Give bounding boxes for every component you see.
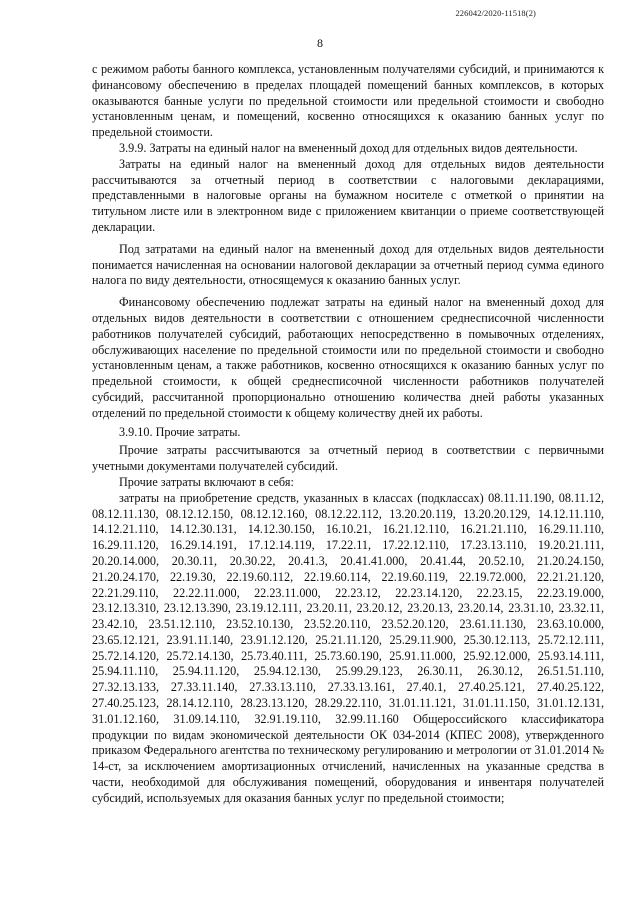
paragraph-tax-definition: Под затратами на единый налог на вмененный доход для отдельных видов деятельности понимается начисленная на основании налоговой декларации за отчетный период сумма единого налога по виду деятельности, относящемуся к оказанию банных услуг. [92,241,604,288]
paragraph-bath-premises: с режимом работы банного комплекса, установленным получателями субсидий, и принимаются к финансовому обеспечению в пределах площадей помещений банных комплексов, в которых оказываются банные услуги по предельной стоимости или предельной стоимости и свободно установленным ценам, и помещений, косвенно относящихся к оказанию банных услуг по предельной стоимости. [92,62,604,140]
page-number: 8 [317,36,323,50]
paragraph-other-costs: Прочие затраты рассчитываются за отчетный период в соответствии с первичными учетными документами получателей субсидий. [92,443,604,474]
section-heading-3-9-9: 3.9.9. Затраты на единый налог на вмененный доход для отдельных видов деятельности. [119,140,578,155]
document-code: 226042/2020-11518(2) [455,8,536,18]
paragraph-other-costs-include: Прочие затраты включают в себя: [119,474,294,489]
paragraph-tax-financing: Финансовому обеспечению подлежат затраты на единый налог на вмененный доход для отдельных видов деятельности в соответствии с отношением среднесписочной численности работников получателей субсидий, работающих непосредственно в помывочных отделениях, обслуживающих население по предельной стоимости или по предельной стоимости и свободно установленным ценам, а также работников, косвенно относящихся к оказанию банных услуг по предельной стоимости, к общей среднесписочной численности работников получателей субсидий, рассчитанной пропорционально отношению количества дней работы указанных отделений по предельной стоимости к общему количеству дней их работы. [92,295,604,420]
section-heading-3-9-10: 3.9.10. Прочие затраты. [119,424,241,439]
paragraph-tax-calculation: Затраты на единый налог на вмененный доход для отдельных видов деятельности рассчитываются за отчетный период в соответствии с налоговыми декларациями, представленными в налоговые органы на бумажном носителе с отметкой о принятии на титульном листе или в электронном виде с приложением квитанции о приеме соответствующей декларации. [92,156,604,234]
paragraph-equipment-costs: затраты на приобретение средств, указанных в классах (подклассах) 08.11.11.190, 08.11.12, 08.12.11.130, 08.12.12.150, 08.12.12.160, 08.12.22.112, 13.20.20.119, 13.20.20.129, 14.12.11.110, 14.12.21.110, 14.12.30.131, 14.12.30.150, 16.10.21, 16.21.12.110, 16.21.21.110, 16.29.11.110, 16.29.11.120, 16.29.14.191, 17.12.14.119, 17.22.11, 17.22.12.110, 17.23.13.110, 19.20.21.111, 20.20.14.000, 20.30.11, 20.30.22, 20.41.3, 20.41.41.000, 20.41.44, 20.52.10, 21.20.24.150, 21.20.24.170, 22.19.30, 22.19.60.112, 22.19.60.114, 22.19.60.119, 22.19.72.000, 22.21.21.120, 22.21.29.110, 22.22.11.000, 22.23.11.000, 22.23.12, 22.23.14.120, 22.23.15, 22.23.19.000, 23.12.13.310, 23.12.13.390, 23.19.12.111, 23.20.11, 23.20.12, 23.20.13, 23.20.14, 23.31.10, 23.32.11, 23.42.10, 23.51.12.110, 23.52.10.130, 23.52.20.110, 23.52.20.120, 23.61.11.130, 23.63.10.000, 23.65.12.121, 23.91.11.140, 23.91.12.120, 25.21.11.120, 25.29.11.900, 25.30.12.113, 25.72.12.111, 25.72.14.120, 25.72.14.130, 25.73.40.111, 25.73.60.190, 25.91.11.000, 25.92.12.000, 25.93.14.111, 25.94.11.110, 25.94.11.120, 25.94.12.130, 25.99.29.123, 26.30.11, 26.30.12, 26.51.51.110, 27.32.13.133, 27.33.11.140, 27.33.13.110, 27.33.13.161, 27.40.1, 27.40.25.121, 27.40.25.122, 27.40.25.123, 28.14.12.110, 28.23.13.120, 28.29.22.110, 31.01.11.121, 31.01.11.150, 31.01.12.131, 31.01.12.160, 31.09.14.110, 32.91.19.110, 32.99.11.160 Общероссийского классификатора продукции по видам экономической деятельности ОК 034-2014 (КПЕС 2008), утвержденного приказом Федерального агентства по техническому регулированию и метрологии от 31.01.2014 № 14-ст, за исключением амортизационных отчислений, начисленных на указанные средства в части, необходимой для обслуживания помещений, оборудования и инвентаря получателей субсидий, используемых для оказания банных услуг по предельной стоимости; [92,490,604,805]
document-body [92,62,604,807]
